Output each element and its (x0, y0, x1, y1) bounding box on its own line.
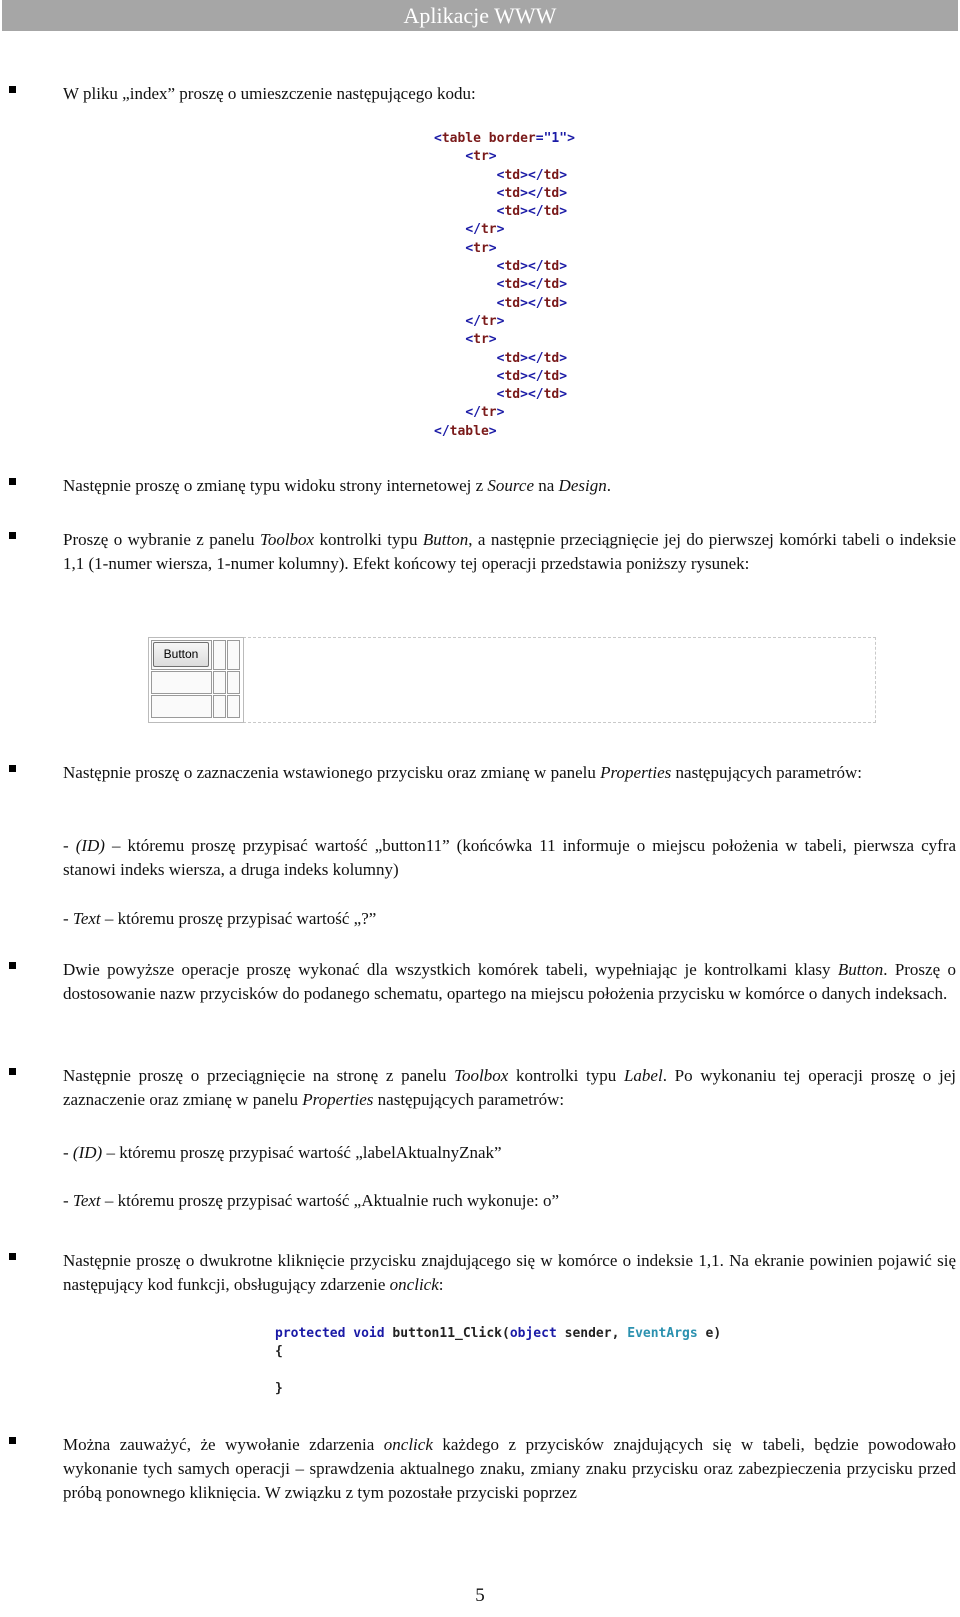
bullet-icon (9, 532, 16, 539)
text: Dwie powyższe operacje proszę wykonać dla wszystkich komórek tabeli, wypełniając je kontrolkami klasy (63, 960, 838, 979)
text: - (63, 1143, 73, 1162)
table-cell (213, 671, 226, 694)
table-cell (151, 671, 212, 694)
bullet-icon (9, 1253, 16, 1260)
code-line: </table> (434, 423, 497, 439)
table-cell (213, 695, 226, 718)
text: – któremu proszę przypisać wartość „?” (100, 909, 377, 928)
bullet-icon (9, 1068, 16, 1075)
text: – któremu proszę przypisać wartość „button11” (końcówka 11 informuje o miejscu położenia w tabeli, pierwsza cyfra stanowi indeks wiersza, a druga indeks kolumny) (63, 836, 956, 879)
code-line: <tr> (465, 240, 497, 256)
code-keyword: void (353, 1326, 385, 1341)
code-line: <table border="1"> (434, 131, 575, 146)
text: na (534, 476, 559, 495)
text: – któremu proszę przypisać wartość „Aktualnie ruch wykonuje: o” (100, 1191, 560, 1210)
code-line: </tr> (465, 313, 505, 329)
paragraph-id-param (63, 834, 956, 882)
code-line: <td></td> (496, 167, 568, 183)
text-source: Source (487, 476, 534, 495)
code-line: <td></td> (496, 204, 568, 220)
designer-button[interactable]: Button (153, 642, 209, 667)
html-code-block (434, 130, 575, 441)
text: Można zauważyć, że wywołanie zdarzenia (63, 1435, 384, 1454)
text-onclick: onclick (389, 1275, 439, 1294)
text-toolbox: Toolbox (259, 530, 315, 549)
text: kontrolki typu (508, 1066, 624, 1085)
code-brace: } (275, 1380, 283, 1396)
text: - (63, 1191, 73, 1210)
bullet-icon (9, 1437, 16, 1444)
bullet-icon (9, 86, 16, 93)
text-design: Design (558, 476, 607, 495)
code-line: <tr> (465, 332, 497, 348)
code-keyword: protected (275, 1326, 346, 1341)
paragraph-label-text (63, 1189, 956, 1213)
code-method: button11_Click( (384, 1326, 510, 1341)
code-param: sender, (556, 1326, 628, 1341)
text-text: Text (72, 1191, 101, 1210)
page-number: 5 (475, 1585, 485, 1606)
text: każdego z przycisków znajdujących się w tabeli, będzie powodowało wykonanie tych samych operacji – sprawdzenia aktualnego znaku, zmiany znaku przycisku oraz zabezpieczenia przycisku przed próbą ponownego kliknięcia. W związku z tym pozostałe przyciski poprzez (63, 1435, 956, 1502)
table-cell (227, 695, 240, 718)
code-line: </tr> (465, 405, 505, 421)
text: Proszę o wybranie z panelu (63, 530, 260, 549)
design-surface (148, 637, 876, 723)
text-properties: Properties (600, 763, 672, 782)
table-cell (227, 640, 240, 670)
text: . Proszę o dostosowanie nazw przycisków do podanego schematu, opartego na miejscu położenia przycisku w komórce o danych indeksach. (63, 960, 956, 1003)
text-text: Text (72, 909, 101, 928)
csharp-code-block (275, 1325, 721, 1398)
table-cell (151, 695, 212, 718)
text-toolbox: Toolbox (454, 1066, 509, 1085)
code-param: e) (697, 1326, 722, 1341)
text: : (438, 1275, 444, 1294)
paragraph-label-id (63, 1141, 956, 1165)
paragraph-onclick-note (63, 1433, 956, 1505)
bullet-icon (9, 962, 16, 969)
code-class: EventArgs (627, 1326, 698, 1341)
text: , a następnie przeciągnięcie jej do pierwszej komórki tabeli o indeksie 1,1 (1-numer wiersza, 1-numer kolumny). Efekt końcowy tej operacji przedstawia poniższy rysunek: (63, 530, 957, 573)
paragraph-index-code (63, 82, 956, 106)
text: . Po wykonaniu tej operacji proszę o jej zaznaczenie oraz zmianę w panelu (63, 1066, 956, 1109)
paragraph-all-cells (63, 958, 956, 1006)
text-id: (ID) (72, 1143, 103, 1162)
text: Następnie proszę o zmianę typu widoku strony internetowej z (63, 476, 488, 495)
code-line: <td></td> (496, 350, 568, 366)
code-line: <td></td> (496, 277, 568, 293)
code-line: <tr> (465, 149, 497, 165)
code-line: <td></td> (496, 387, 568, 403)
text: - (63, 836, 76, 855)
table-cell (213, 640, 226, 670)
text-label: Label (623, 1066, 663, 1085)
page-header: Aplikacje WWW (2, 0, 958, 31)
text-properties: Properties (302, 1090, 374, 1109)
text: – któremu proszę przypisać wartość „labelAktualnyZnak” (102, 1143, 502, 1162)
code-line: </tr> (465, 222, 505, 238)
paragraph-view-switch (63, 474, 956, 498)
paragraph-doubleclick (63, 1249, 956, 1297)
paragraph-text-param (63, 907, 956, 931)
text: następujących parametrów: (671, 763, 862, 782)
text: kontrolki typu (314, 530, 423, 549)
code-brace: { (275, 1344, 283, 1360)
paragraph-properties (63, 761, 956, 785)
code-line: <td></td> (496, 185, 568, 201)
bullet-icon (9, 765, 16, 772)
table-cell (227, 671, 240, 694)
text: . (606, 476, 611, 495)
code-line: <td></td> (496, 295, 568, 311)
text: Następnie proszę o przeciągnięcie na stronę z panelu (63, 1066, 455, 1085)
code-line: <td></td> (496, 259, 568, 275)
text-button: Button (422, 530, 469, 549)
text-id: (ID) (75, 836, 105, 855)
code-line: <td></td> (496, 368, 568, 384)
text-onclick: onclick (383, 1435, 433, 1454)
paragraph-label (63, 1064, 956, 1112)
text: Następnie proszę o zaznaczenia wstawionego przycisku oraz zmianę w panelu (63, 763, 601, 782)
text: Następnie proszę o dwukrotne kliknięcie przycisku znajdującego się w komórce o indeksie 1,1. Na ekranie powinien pojawić się następujący kod funkcji, obsługujący zdarzenie (63, 1251, 956, 1294)
text: - (63, 909, 73, 928)
bullet-icon (9, 478, 16, 485)
code-keyword: object (509, 1326, 557, 1341)
paragraph-text: W pliku „index” proszę o umieszczenie następującego kodu: (63, 84, 476, 103)
text-button: Button (837, 960, 884, 979)
paragraph-toolbox-button (63, 528, 956, 576)
text: następujących parametrów: (373, 1090, 565, 1109)
